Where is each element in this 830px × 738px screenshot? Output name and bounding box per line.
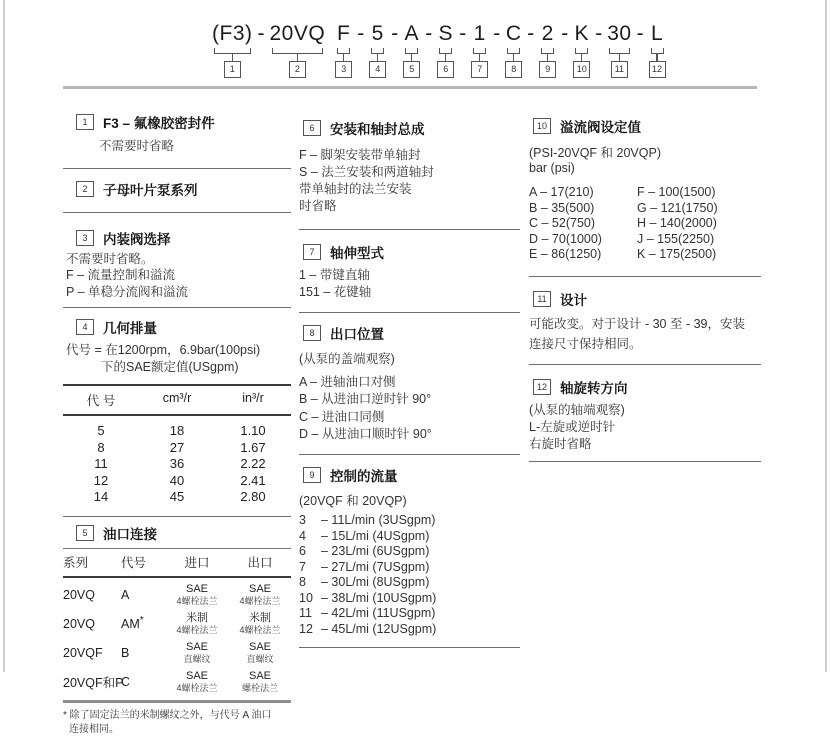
text-line: L-左旋或逆时针 [529,419,616,434]
section-4-number-box: 4 [76,319,94,335]
section-10-subtitle2: bar (psi) [529,161,575,175]
cell-in3: 2.41 [240,472,266,488]
cell-code: 8 [97,439,105,455]
segment-number-box: 9 [539,61,556,78]
footnote-line1: * 除了固定法兰的米制螺纹之外，与代号 A 油口 [63,709,272,721]
section-12-header [529,377,761,397]
model-code-segment [649,22,666,78]
column-middle [299,110,520,648]
model-code-segment-text: 2 [541,22,554,45]
section-10-number-box: 10 [533,118,551,134]
text-line: P – 单稳分流阀和溢流 [66,284,189,299]
section-7-title: 轴伸型式 [330,246,384,261]
model-code-segment-text: 20VQ [269,22,326,45]
column-right [529,110,761,462]
relief-setting: D – 70(1000) [529,231,602,246]
model-code-segment-text: 5 [371,22,384,45]
inlet-type: 直螺纹 [183,653,211,664]
segment-stem [619,54,620,61]
model-code-segment-text: F [337,22,351,45]
table-rule [63,414,291,416]
relief-setting: G – 121(1750) [637,200,718,215]
section-6-number-box: 6 [303,120,321,136]
flow-list [299,513,520,637]
outlet-standard: SAE [248,582,271,595]
text-line: A – 进轴油口对侧 [299,374,396,389]
text-line: 时省略 [299,199,337,213]
segment-stem [445,54,446,61]
section-5-number-box: 5 [76,525,94,541]
inlet-standard: SAE [185,669,208,682]
model-code-segment-text: 30 [607,22,632,45]
model-code-segment [505,22,522,78]
segment-stem [377,54,378,61]
cell-code [121,673,165,689]
cell-code-text: A [121,588,130,603]
section-divider [63,168,291,169]
model-code-separator: - [425,22,433,45]
cell-in3: 2.80 [240,489,266,504]
segment-number-box: 4 [369,61,386,78]
text-line: F – 流量控制和溢流 [66,268,176,282]
relief-column-2 [637,185,745,263]
cell-code-text: AM [121,617,140,632]
flow-list-item [299,560,520,576]
model-code-segment [607,22,631,78]
flow-value: – 11L/min (3USgpm) [321,513,436,527]
segment-number-box: 1 [224,61,241,78]
cell-outlet [229,583,291,607]
cell-code-footnote-mark: * [139,615,144,627]
text-line: D – 从进油口顺时针 90° [299,427,432,441]
model-code-separator: - [527,22,535,45]
section-10-subtitle1: (PSI-20VQF 和 20VQP) [529,146,661,160]
section-8-subtitle: (从泵的盖端观察) [299,352,395,366]
text-line: (从泵的轴端观察) [529,402,625,417]
section-8-number-box: 8 [303,325,321,341]
model-code-segment [212,22,253,78]
cell-inlet [165,670,229,694]
segment-number-box: 7 [471,61,488,78]
model-code-separator: - [257,22,265,45]
section-1-note: 不需要时省略 [99,139,175,153]
inlet-standard: 米制 [186,611,208,624]
flow-value: – 27L/mi (7USgpm) [321,559,430,574]
cell-series: 20VQF [63,645,103,660]
section-2-title: 子母叶片泵系列 [103,182,198,198]
flow-value: – 45L/mi (12USgpm) [321,621,437,636]
relief-setting: K – 175(2500) [637,247,717,261]
flow-code: 6 [299,544,306,558]
segment-number-box: 10 [573,61,590,78]
section-6-lines [299,147,520,215]
section-3-title: 内装阀选择 [103,231,171,247]
outlet-standard: 米制 [249,611,271,624]
flow-list-item [299,513,520,529]
section-8-lines [299,374,520,444]
flow-value: – 30L/mi (8USgpm) [321,575,430,589]
table-rule [63,576,291,578]
cell-code: 14 [93,489,109,504]
cell-code-text: C [121,675,131,690]
text-line: S – 法兰安装和两道轴封 [299,165,434,179]
section-divider [299,647,520,648]
cell-inlet [165,641,229,665]
section-9-header [299,465,520,485]
col-header-series: 系列 [63,555,89,570]
flow-code: 12 [299,621,313,636]
relief-setting: E – 86(1250) [529,247,602,261]
outlet-standard: SAE [248,669,271,682]
segment-number-box: 6 [437,61,454,78]
section-divider [529,276,761,277]
cell-in3: 1.67 [240,439,266,455]
segment-stem [581,54,582,61]
text-line: 连接尺寸保持相同。 [529,337,642,351]
cell-code-text: B [121,646,130,661]
model-code-separator: - [357,22,365,45]
flow-list-item [299,591,520,607]
section-3-header [63,228,291,248]
segment-stem [411,54,412,61]
flow-list-item [299,544,520,560]
port-table-row [63,641,291,665]
section-2-header [63,179,291,199]
port-table-row [63,583,291,607]
section-divider [299,229,520,230]
model-code-separator: - [595,22,603,45]
section-11-header [529,289,761,309]
section-3-number-box: 3 [76,230,94,246]
segment-number-box: 12 [649,61,666,78]
text-line: C – 进油口同侧 [299,409,385,424]
model-code-diagram [212,22,676,78]
section-8-title: 出口位置 [330,327,384,342]
model-code-segment-text: S [438,22,453,45]
text-line: 不需要时省略。 [66,251,154,266]
relief-setting: B – 35(500) [529,200,595,215]
section-11-number-box: 11 [533,291,551,307]
model-code-segment [573,22,590,78]
footnote-rule [63,700,291,703]
segment-stem [343,54,344,61]
segment-number-box: 8 [505,61,522,78]
segment-number-box: 11 [611,61,628,78]
col-header-code: 代号 [121,555,147,570]
flow-list-item [299,606,520,622]
model-code-separator: - [561,22,569,45]
cell-code [121,644,165,660]
section-10-header [529,116,761,136]
inlet-type: 4螺栓法兰 [176,595,218,606]
displacement-table-body [63,423,291,506]
relief-setting: C – 52(750) [529,216,596,230]
model-code-segment [403,22,420,78]
cell-in3: 2.22 [240,456,266,471]
model-code-segment [471,22,488,78]
displacement-table-row [63,473,291,490]
displacement-table-row [63,489,291,506]
flow-code: 4 [299,528,306,543]
relief-setting: H – 140(2000) [637,216,717,230]
relief-setting: F – 100(1500) [637,185,716,199]
cell-outlet [229,612,291,636]
segment-number-box: 3 [335,61,352,78]
flow-code: 10 [299,590,313,605]
cell-code: 11 [94,456,108,471]
cell-outlet [229,670,291,694]
segment-stem [479,54,480,61]
header-rule [63,86,757,89]
section-divider [529,461,761,462]
model-code-segment [437,22,454,78]
text-line: 1 – 带键直轴 [299,268,370,282]
flow-code: 8 [299,575,306,589]
section-1-header [63,112,291,132]
flow-list-item [299,529,520,545]
cell-code: 12 [93,472,109,488]
section-5-header [63,523,291,543]
flow-code: 7 [299,559,306,574]
displacement-table-header [63,386,291,414]
cell-code [121,615,165,631]
section-divider [63,307,291,308]
cell-series: 20VQF和P [63,675,124,690]
segment-number-box: 2 [289,61,306,78]
flow-list-item [299,622,520,638]
section-5-title: 油口连接 [103,526,157,542]
model-code-segment-text: A [404,22,419,45]
flow-value: – 23L/mi (6USgpm) [321,544,430,558]
col-header-cm3: cm³/r [162,391,192,405]
section-3-lines [66,251,291,301]
cell-cm3: 40 [169,472,185,488]
flow-value: – 38L/mi (10USgpm) [321,590,437,605]
inlet-standard: SAE [185,582,208,595]
section-12-lines [529,402,761,453]
flow-code: 11 [299,606,312,620]
footnote-line2: 连接相同。 [69,724,119,735]
col-header-outlet: 出口 [247,555,273,570]
cell-cm3: 18 [169,423,185,438]
section-divider [63,212,291,213]
model-code-segment [335,22,352,78]
text-line: 右旋时省略 [529,436,592,451]
outlet-type: 螺栓法兰 [241,682,278,693]
inlet-type: 4螺栓法兰 [176,682,218,693]
section-7-header [299,242,520,262]
section-divider [529,364,761,365]
port-table-header [63,549,291,576]
segment-stem [513,54,514,61]
section-2-number-box: 2 [76,181,94,197]
cell-inlet [165,583,229,607]
text-line: 带单轴封的法兰安装 [299,182,412,196]
model-code-segment-text: L [650,22,664,45]
model-code-separator: - [459,22,467,45]
inlet-standard: SAE [185,640,208,653]
inlet-type: 4螺栓法兰 [176,624,218,635]
port-table-row [63,670,291,694]
text-line: 151 – 花键轴 [299,284,372,299]
section-4-note-line1: 代号 = 在1200rpm，6.9bar(100psi) [66,343,261,357]
section-divider [299,454,520,455]
model-code-segment [270,22,326,78]
model-code-segment [539,22,556,78]
flow-value: – 15L/mi (4USgpm) [321,528,430,543]
displacement-table-row [63,423,291,440]
model-code-segment-text: K [574,22,589,45]
cell-code [121,586,165,602]
section-divider [299,312,520,313]
col-header-code: 代 号 [86,394,116,408]
outlet-type: 4螺栓法兰 [239,624,281,635]
cell-code: 5 [97,423,105,438]
section-9-title: 控制的流量 [330,468,398,484]
displacement-table-row [63,456,291,473]
model-code-separator: - [493,22,501,45]
cell-inlet [165,612,229,636]
section-4-title: 几何排量 [103,321,157,336]
relief-settings [529,185,761,263]
section-12-number-box: 12 [533,379,551,395]
displacement-table-row [63,440,291,457]
model-code-segment-text: (F3) [212,22,253,45]
port-table-row [63,612,291,636]
section-9-subtitle: (20VQF 和 20VQP) [299,493,407,508]
section-1-title: F3 – 氟橡胶密封件 [103,116,215,131]
cell-outlet [229,641,291,665]
section-divider [63,516,291,517]
flow-value: – 42L/mi (11USgpm) [321,606,436,620]
col-header-inlet: 进口 [184,555,210,570]
segment-stem [232,54,233,61]
segment-stem [547,54,548,61]
model-code-separator: - [391,22,399,45]
text-line: B – 从进油口逆时针 90° [299,392,432,406]
relief-setting: A – 17(210) [529,185,594,199]
outlet-type: 直螺纹 [246,653,274,664]
section-12-title: 轴旋转方向 [560,380,628,396]
segment-number-box: 5 [403,61,420,78]
section-7-lines [299,267,520,300]
section-6-header [299,118,520,138]
port-table-body [63,583,291,694]
relief-column-1 [529,185,637,263]
cell-cm3: 45 [169,489,185,504]
flow-list-item [299,575,520,591]
segment-stem [297,54,298,61]
section-11-lines [529,314,761,355]
section-8-header [299,323,520,343]
model-code-segment-text: C [505,22,522,45]
section-9-number-box: 9 [303,467,321,483]
section-4-header [63,317,291,337]
col-header-in3: in³/r [242,391,264,405]
column-left [63,110,291,738]
section-4-note-line2: 下的SAE额定值(USgpm) [101,359,239,374]
cell-cm3: 36 [169,456,185,471]
segment-stem [656,54,657,61]
model-code-line [212,22,676,78]
outlet-standard: SAE [248,640,271,653]
flow-code: 3 [299,513,306,527]
section-11-title: 设计 [560,292,587,308]
section-1-number-box: 1 [76,114,94,130]
cell-series: 20VQ [63,616,95,631]
cell-cm3: 27 [169,439,185,455]
relief-setting: J – 155(2250) [637,231,715,246]
model-code-segment [369,22,386,78]
model-code-separator: - [636,22,644,45]
outlet-type: 4螺栓法兰 [239,595,281,606]
cell-in3: 1.10 [240,423,266,438]
page-left-border [3,0,5,672]
cell-series: 20VQ [63,587,95,602]
section-6-title: 安装和轴封总成 [330,122,425,137]
section-7-number-box: 7 [303,244,321,260]
text-line: F – 脚架安装带单轴封 [299,148,421,162]
page-right-border [825,0,827,672]
section-10-title: 溢流阀设定值 [560,120,641,135]
model-code-segment-text: 1 [473,22,486,45]
text-line: 可能改变。对于设计 - 30 至 - 39，安装 [529,316,745,331]
